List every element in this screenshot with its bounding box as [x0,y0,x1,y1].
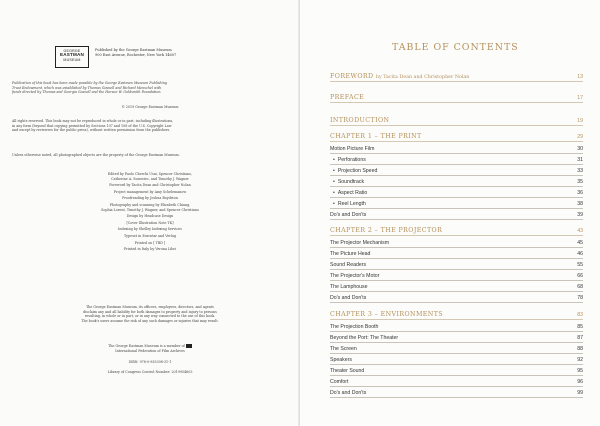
toc-page-number: 19 [577,117,583,124]
toc-page-number: 35 [577,178,583,185]
toc-section-row [330,224,583,236]
toc-entry-label: The Picture Head [330,250,371,257]
toc-section-row [330,70,583,82]
toc-entry-label: • Reel Length [330,201,569,207]
toc-section-row [330,114,583,126]
fiaf-membership: The George Eastman Museum is a member of International Federation of Film Archives [10,344,290,353]
toc-page-number: 99 [577,389,583,396]
toc-entry-label: Theater Sound [330,367,365,374]
disclaimer: The George Eastman Museum, its officers, employees, directors, and agents disclaim any and all liability for both damages to property and injury to persons resulting, in whole or in part, or in any way connected to the use of this book. The book's users assume the risk of any such damages or injuries that may result. [81,305,219,323]
toc-page-number: 55 [577,261,583,268]
toc-section-row [330,130,583,142]
toc-entry-byline: by Tacita Dean and Christopher Nolan [375,74,470,80]
toc-page-number: 46 [577,250,583,257]
toc-page-number: 85 [577,323,583,330]
toc-entry-label: Do's and Don'ts [330,211,367,218]
toc-page-number: 39 [577,211,583,218]
toc-entry-label: Comfort [330,378,349,385]
toc-entry-row [330,208,583,220]
copyright-line: © 2019 George Eastman Museum [121,105,179,109]
toc-page-number: 95 [577,367,583,374]
toc-entry-label: • Perforations [330,157,569,163]
toc-page-number: 33 [577,167,583,174]
toc-page-number: 30 [577,145,583,152]
toc-page-number: 83 [577,311,583,318]
toc-entry-label: • Soundtrack [330,179,569,185]
toc-entry-label: Do's and Don'ts [330,389,367,396]
toc-entry-label: Beyond the Port: The Theater [330,334,399,341]
museum-logo: GEORGE EASTMAN MUSEUM [55,46,89,68]
toc-page-number: 87 [577,334,583,341]
toc-page-number: 78 [577,294,583,301]
toc-page-number: 68 [577,283,583,290]
toc-entry-label: PREFACE [330,93,365,101]
toc-entry-row [330,386,583,398]
toc-page-number: 96 [577,378,583,385]
toc-page-number: 45 [577,239,583,246]
toc-entry-label: Motion Picture Film [330,145,375,152]
toc-entry-label: Speakers [330,356,352,363]
toc-entry-label: The Screen [330,345,357,352]
toc-entry-label: CHAPTER 2 – THE PROJECTOR [330,226,443,234]
toc-page-number: 38 [577,200,583,207]
photo-note: Unless otherwise noted, all photographed objects are the property of the George Eastman Museum. [12,153,180,157]
toc-page-number: 29 [577,133,583,140]
toc-page-number: 43 [577,227,583,234]
lccn: Library of Congress Control Number: 2019954603 [107,370,193,374]
toc-page-number: 31 [577,156,583,163]
toc-entry-label: Sound Readers [330,261,367,268]
toc-entry-label: The Projector Mechanism [330,239,390,246]
toc-entry-label: The Projection Booth [330,323,379,330]
toc-page-number: 66 [577,272,583,279]
toc-entry-label: The Lamphouse [330,283,368,290]
publisher-address: Published by the George Eastman Museum 900 East Avenue, Rochester, New York 14607 [95,48,177,58]
toc-entry-label: CHAPTER 1 – THE PRINT [330,132,422,140]
toc-title: TABLE OF CONTENTS [392,42,519,53]
toc-page-number: 36 [577,189,583,196]
toc-page-number: 13 [577,73,583,80]
toc-section-row [330,91,583,103]
toc-entry-label: • Aspect Ratio [330,190,569,196]
toc-entry-label: The Projector's Motor [330,272,380,279]
credits-block: Edited by Paolo Cherchi Usai, Spencer Christiano, Catherine A. Surowiec, and Timothy J. Wagner Foreword by Tacita Dean and Christopher Nolan Project management by Amy Schelemanow Proofreading by Joshua Boydston Photography and scanning by Elizabeth Chiang, Sophia Lorent, Timothy J. Wagner, and Spencer Christiano Design by Headcase Design [Cover Illustration Note TK] Indexing by Shelley Indexing Services Typeset in Eurostar and Verlag Printed on [ TBD ] Printed in Italy by Verona Libri [101,172,199,252]
toc-page-number: 92 [577,356,583,363]
toc-page-number: 17 [577,94,583,101]
publication-note: Publication of this book has been made possible by the George Eastman Museum Publishing Trust Endowment, which was established by Thomas Gosnell and Richard Menschel with funds directed by Thomas and Georgia Gosnell and the Horace W. Goldsmith Foundation. [12,81,167,95]
fiaf-logo-icon [186,344,192,348]
toc-entry-row [330,291,583,303]
toc-entry-label: Do's and Don'ts [330,294,367,301]
toc-entry-label: INTRODUCTION [330,116,390,124]
rights-statement: All rights reserved. This book may not be reproduced in whole or in part, including illustrations, in any form (beyond that copying permitted by Sections 107 and 108 of the U.S. Copyright Law and except by reviewers for the public press), without written permission from the publishers. [12,119,174,133]
toc-entry-label: CHAPTER 3 – ENVIRONMENTS [330,310,444,318]
toc-entry-label: • Projection Speed [330,168,569,174]
toc-page-number: 88 [577,345,583,352]
toc-section-row [330,308,583,320]
publisher-block [55,46,265,68]
toc-entry-label: FOREWORD by Tacita Dean and Christopher Nolan [330,72,470,80]
isbn: ISBN: 978-0-935398-31-1 [128,360,172,364]
